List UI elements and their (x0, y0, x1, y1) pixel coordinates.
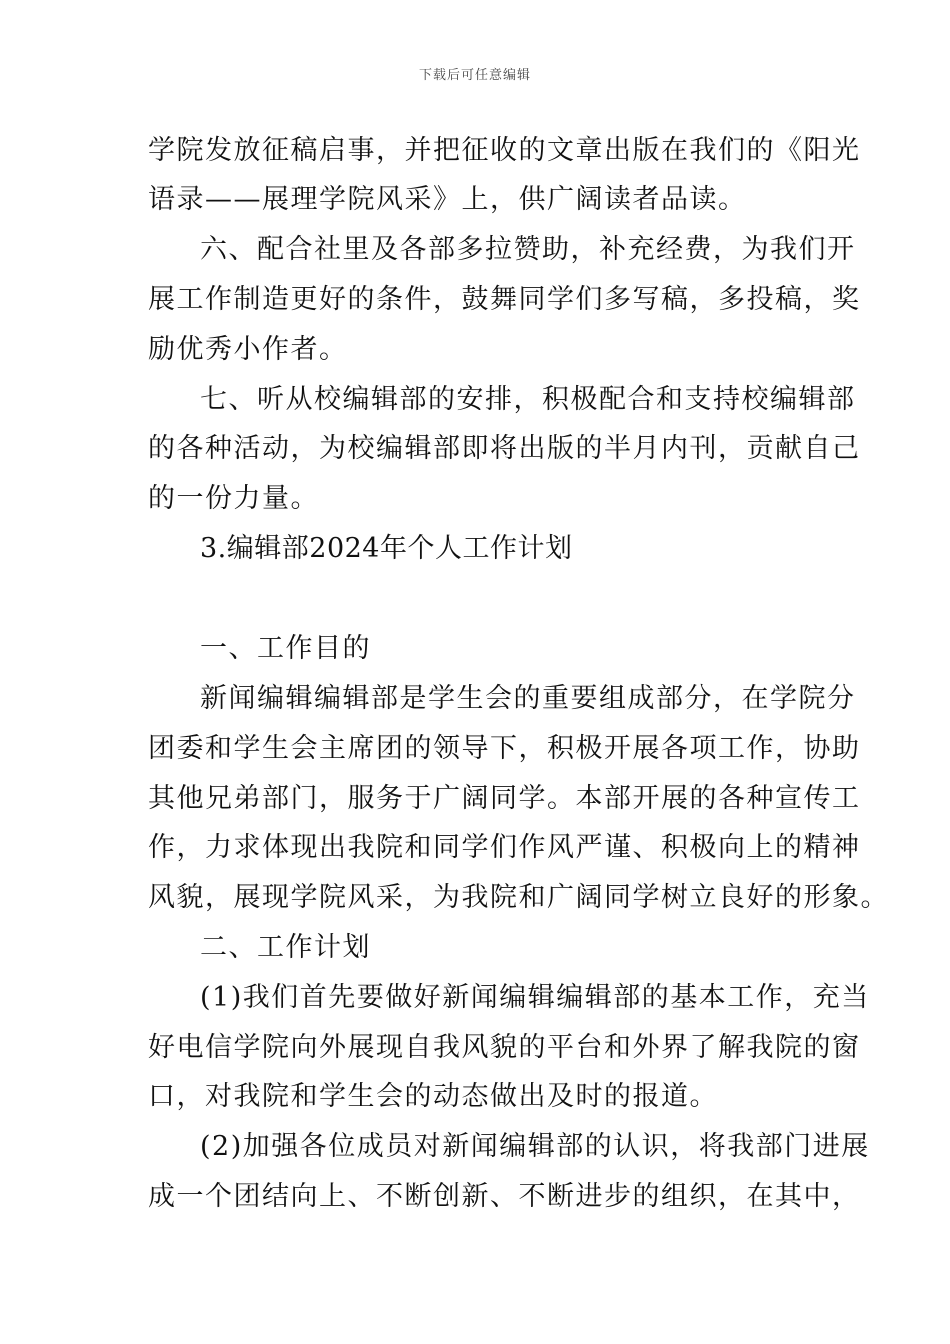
text-line: 团委和学生会主席团的领导下，积极开展各项工作，协助 (148, 733, 861, 764)
text-line: 学院发放征稿启事，并把征收的文章出版在我们的《阳光 (148, 135, 861, 166)
text-line: 成一个团结向上、不断创新、不断进步的组织，在其中， (148, 1181, 861, 1212)
text-line: 新闻编辑编辑部是学生会的重要组成部分，在学院分 (200, 683, 856, 714)
text-line: 其他兄弟部门，服务于广阔同学。本部开展的各种宣传工 (148, 783, 861, 814)
section-heading: 一、工作目的 (200, 633, 371, 664)
text-line: 语录——展理学院风采》上，供广阔读者品读。 (148, 184, 747, 215)
text-line: 风貌，展现学院风采，为我院和广阔同学树立良好的形象。 (148, 882, 889, 913)
text-line: 口，对我院和学生会的动态做出及时的报道。 (148, 1081, 718, 1112)
page-header: 下载后可任意编辑 (418, 68, 531, 83)
section-heading: 二、工作计划 (200, 932, 371, 963)
text-line: 励优秀小作者。 (148, 334, 348, 365)
section-heading: 3.编辑部2024年个人工作计划 (200, 533, 573, 564)
text-line: 作，力求体现出我院和同学们作风严谨、积极向上的精神 (148, 832, 861, 863)
text-line: 展工作制造更好的条件，鼓舞同学们多写稿，多投稿，奖 (148, 284, 861, 315)
text-line: 好电信学院向外展现自我风貌的平台和外界了解我院的窗 (148, 1032, 861, 1063)
text-line: 的一份力量。 (148, 483, 319, 514)
text-line: 七、听从校编辑部的安排，积极配合和支持校编辑部 (200, 384, 856, 415)
text-line: (2)加强各位成员对新闻编辑部的认识，将我部门进展 (200, 1131, 870, 1162)
text-line: 的各种活动，为校编辑部即将出版的半月内刊，贡献自己 (148, 433, 861, 464)
text-line: (1)我们首先要做好新闻编辑编辑部的基本工作，充当 (200, 982, 870, 1013)
text-line: 六、配合社里及各部多拉赞助，补充经费，为我们开 (200, 234, 856, 265)
